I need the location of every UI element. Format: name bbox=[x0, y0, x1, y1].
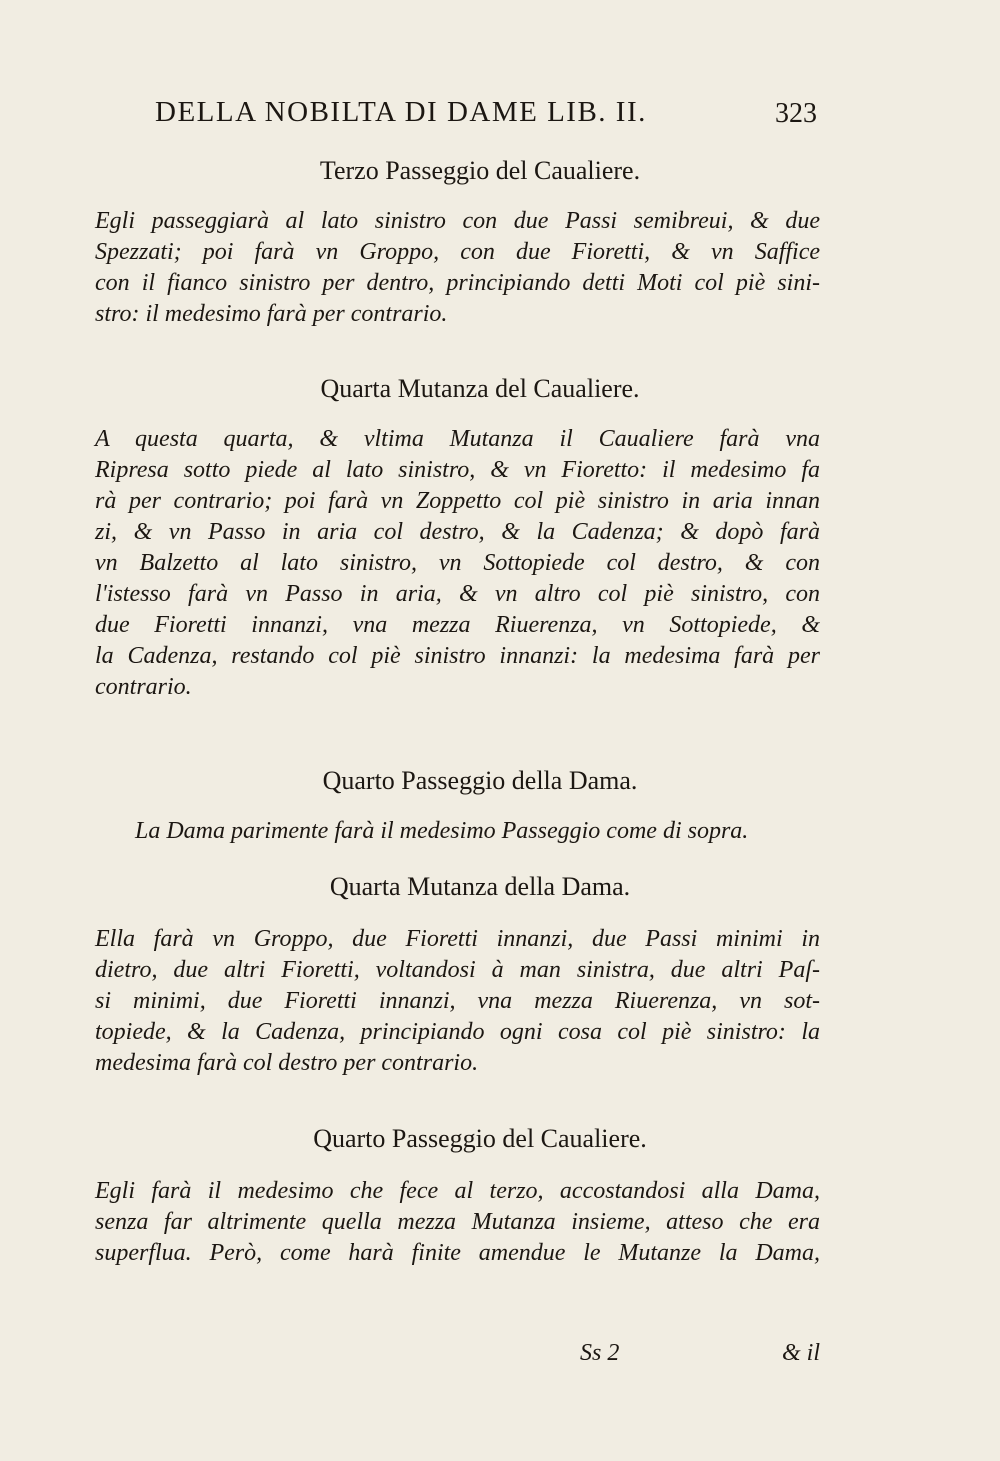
text-line: la Cadenza, restando col piè sinistro innanzi: la medesima farà per bbox=[95, 643, 820, 669]
page-number: 323 bbox=[775, 98, 817, 129]
text-line: A questa quarta, & vltima Mutanza il Caualiere farà vna bbox=[95, 426, 820, 452]
section-paragraph bbox=[95, 424, 820, 703]
text-line: con il fianco sinistro per dentro, principiando detti Moti col piè sini- bbox=[95, 270, 820, 296]
text-line: Spezzati; poi farà vn Groppo, con due Fioretti, & vn Saffice bbox=[95, 239, 820, 265]
text-line: Ripresa sotto piede al lato sinistro, & vn Fioretto: il medesimo fa bbox=[95, 457, 820, 483]
text-line: contrario. bbox=[95, 674, 192, 700]
text-line: l'istesso farà vn Passo in aria, & vn altro col piè sinistro, con bbox=[95, 581, 820, 607]
text-line: rà per contrario; poi farà vn Zoppetto col piè sinistro in aria innan bbox=[95, 488, 820, 514]
section-heading: Quarto Passeggio del Caualiere. bbox=[313, 1124, 647, 1153]
text-line: Egli passeggiarà al lato sinistro con due Passi semibreui, & due bbox=[95, 208, 820, 234]
section-heading: Terzo Passeggio del Caualiere. bbox=[319, 156, 641, 185]
text-line: senza far altrimente quella mezza Mutanza insieme, atteso che era bbox=[95, 1209, 820, 1235]
section-paragraph bbox=[95, 924, 820, 1079]
text-line: vn Balzetto al lato sinistro, vn Sottopiede col destro, & con bbox=[95, 550, 820, 576]
catchword: & il bbox=[781, 1340, 820, 1366]
text-line: zi, & vn Passo in aria col destro, & la Cadenza; & dopò farà bbox=[95, 519, 820, 545]
text-line: due Fioretti innanzi, vna mezza Riuerenza, vn Sottopiede, & bbox=[95, 612, 820, 638]
page-header bbox=[155, 96, 835, 136]
text-line: superflua. Però, come harà finite amendue le Mutanze la Dama, bbox=[95, 1240, 820, 1266]
section-paragraph bbox=[95, 1176, 820, 1269]
section-paragraph bbox=[95, 816, 820, 847]
signature-mark: Ss 2 bbox=[580, 1340, 620, 1366]
section-heading: Quarta Mutanza della Dama. bbox=[329, 872, 631, 901]
text-line: topiede, & la Cadenza, principiando ogni cosa col piè sinistro: la bbox=[95, 1019, 820, 1045]
text-line: Ella farà vn Groppo, due Fioretti innanzi, due Passi minimi in bbox=[95, 926, 820, 952]
page-footer bbox=[560, 1340, 820, 1372]
text-line: stro: il medesimo farà per contrario. bbox=[95, 301, 448, 327]
text-line: dietro, due altri Fioretti, voltandosi à man sinistra, due altri Paſ- bbox=[95, 957, 820, 983]
text-line: medesima farà col destro per contrario. bbox=[95, 1050, 479, 1076]
section-heading: Quarta Mutanza del Caualiere. bbox=[320, 374, 640, 403]
text-line: La Dama parimente farà il medesimo Passeggio come di sopra. bbox=[135, 818, 749, 844]
section-heading: Quarto Passeggio della Dama. bbox=[322, 766, 638, 795]
section-paragraph bbox=[95, 206, 820, 330]
running-title: DELLA NOBILTA DI DAME LIB. II. bbox=[155, 96, 647, 128]
text-line: si minimi, due Fioretti innanzi, vna mezza Riuerenza, vn sot- bbox=[95, 988, 820, 1014]
text-line: Egli farà il medesimo che fece al terzo, accostandosi alla Dama, bbox=[95, 1178, 820, 1204]
